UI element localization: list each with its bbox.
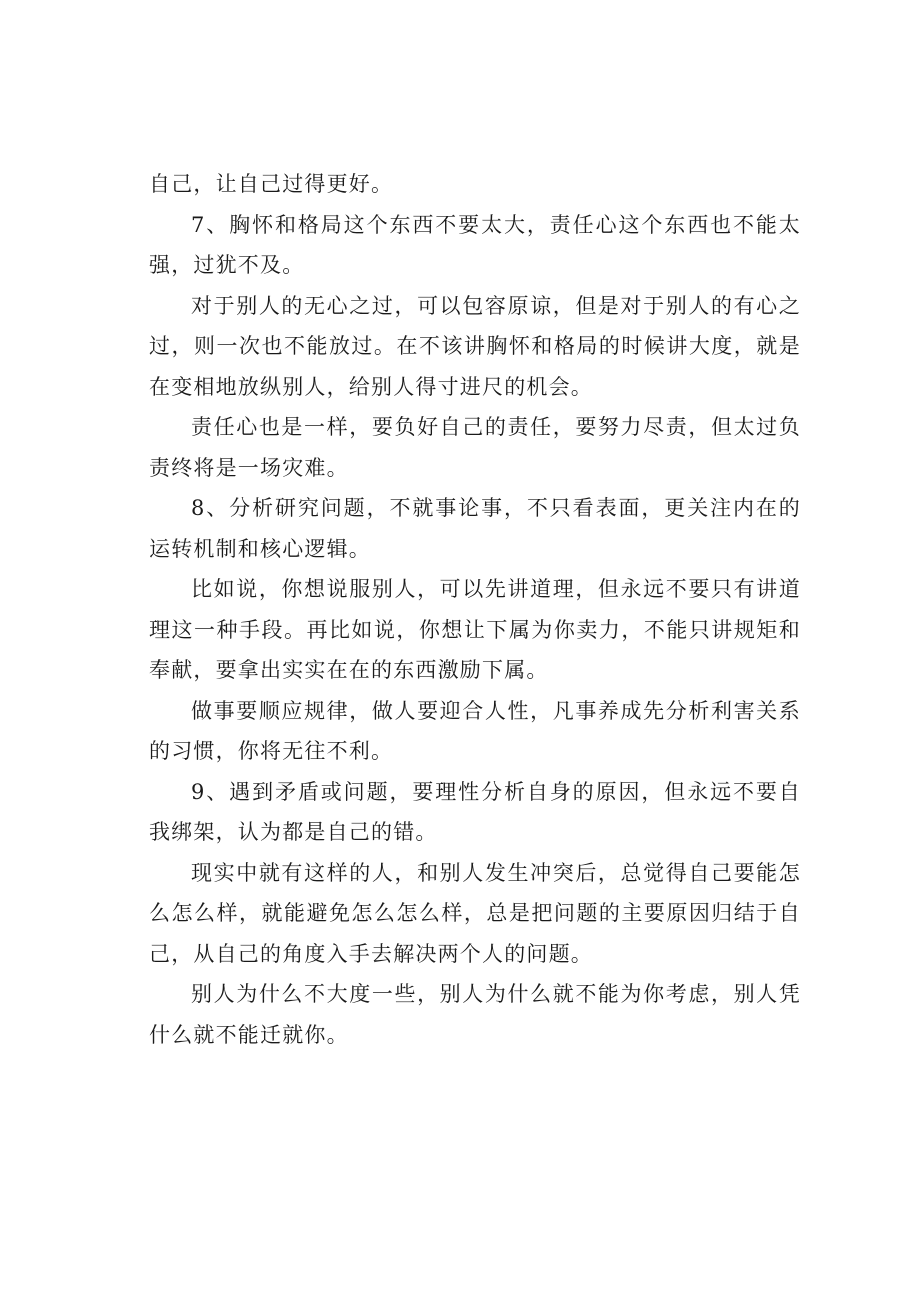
paragraph: 现实中就有这样的人，和别人发生冲突后，总觉得自己要能怎么怎么样，就能避免怎么怎么样，总是把问题的主要原因归结于自己，从自己的角度入手去解决两个人的问题。 — [149, 860, 801, 966]
paragraph: 9、遇到矛盾或问题，要理性分析自身的原因，但永远不要自我绑架，认为都是自己的错。 — [149, 779, 801, 844]
paragraph: 7、胸怀和格局这个东西不要太大，责任心这个东西也不能太强，过犹不及。 — [149, 212, 801, 277]
paragraph: 比如说，你想说服别人，可以先讲道理，但永远不要只有讲道理这一种手段。再比如说，你想让下属为你卖力，不能只讲规矩和奉献，要拿出实实在在的东西激励下属。 — [149, 577, 801, 682]
paragraph: 做事要顺应规律，做人要迎合人性，凡事养成先分析利害关系的习惯，你将无往不利。 — [149, 698, 801, 763]
paragraph: 责任心也是一样，要负好自己的责任，要努力尽责，但太过负责终将是一场灾难。 — [149, 415, 801, 480]
paragraph: 别人为什么不大度一些，别人为什么就不能为你考虑，别人凭什么就不能迁就你。 — [149, 982, 801, 1047]
paragraph: 对于别人的无心之过，可以包容原谅，但是对于别人的有心之过，则一次也不能放过。在不该讲胸怀和格局的时候讲大度，就是在变相地放纵别人，给别人得寸进尺的机会。 — [149, 293, 801, 399]
document-body — [149, 164, 801, 1055]
paragraph: 8、分析研究问题，不就事论事，不只看表面，更关注内在的运转机制和核心逻辑。 — [149, 496, 801, 561]
paragraph: 自己，让自己过得更好。 — [149, 172, 394, 196]
